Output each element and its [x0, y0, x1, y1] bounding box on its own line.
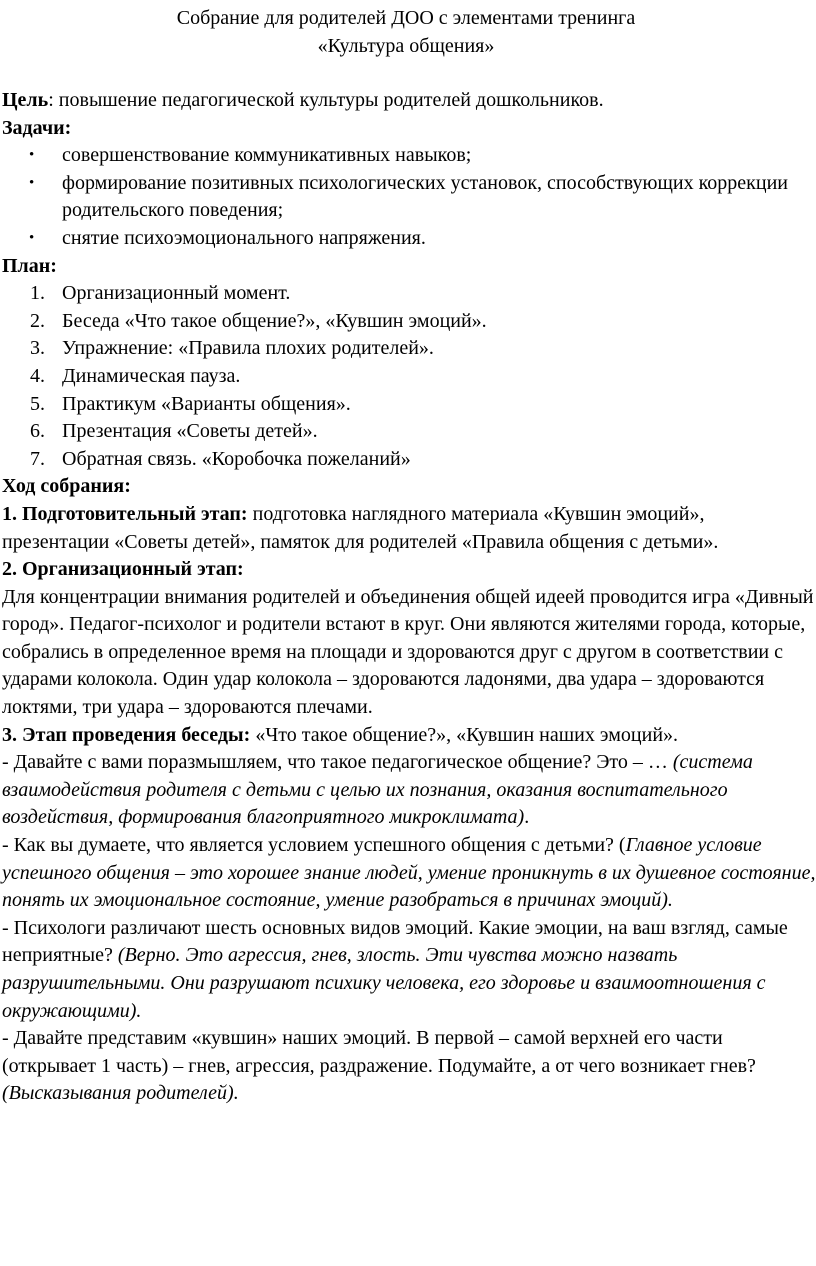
- list-item: • формирование позитивных психологических установок, способствующих коррекции родительского поведения;: [62, 170, 816, 225]
- question-2-answer: Главное условие успешного общения – это хорошее знание людей, умение проникнуть в их душевное состояние, понять их эмоциональное состояние, умение разобраться в причинах эмоций).: [2, 834, 816, 912]
- question-4-answer: (Высказывания родителей).: [2, 1082, 239, 1105]
- list-text: Упражнение: «Правила плохих родителей».: [62, 337, 434, 360]
- stage1-label: 1. Подготовительный этап:: [2, 502, 248, 525]
- plan-label: План:: [2, 254, 57, 277]
- list-item: [30, 335, 816, 363]
- tasks-list: [2, 142, 816, 252]
- stage2-heading: [2, 556, 816, 584]
- list-number: 2.: [30, 309, 45, 332]
- list-item: • совершенствование коммуникативных навыков;: [62, 142, 816, 170]
- question-1-tail: .: [524, 806, 530, 829]
- question-1-text: - Давайте с вами поразмышляем, что такое педагогическое общение? Это – …: [2, 751, 673, 774]
- list-text: Обратная связь. «Коробочка пожеланий»: [62, 447, 411, 470]
- course-heading: [2, 473, 816, 501]
- list-number: 6.: [30, 420, 45, 443]
- goal-text: : повышение педагогической культуры родителей дошкольников.: [48, 89, 604, 111]
- stage2-label: 2. Организационный этап:: [2, 558, 244, 581]
- stage3-text: «Что такое общение?», «Кувшин наших эмоций».: [250, 723, 679, 746]
- list-number: 3.: [30, 337, 45, 360]
- list-item: [30, 391, 816, 419]
- question-2-paragraph: [2, 832, 816, 915]
- list-item: [30, 308, 816, 336]
- question-2-text: - Как вы думаете, что является условием успешного общения с детьми? (: [2, 834, 626, 857]
- stage3-paragraph: [2, 722, 816, 750]
- list-item: [30, 418, 816, 446]
- question-3-paragraph: [2, 915, 816, 1025]
- list-number: 7.: [30, 447, 45, 470]
- course-label: Ход собрания:: [2, 475, 131, 498]
- list-item: [30, 363, 816, 391]
- list-text: Беседа «Что такое общение?», «Кувшин эмоций».: [62, 309, 487, 332]
- list-number: 4.: [30, 364, 45, 387]
- stage2-paragraph: Для концентрации внимания родителей и объединения общей идеей проводится игра «Дивный город». Педагог-психолог и родители встают в круг. Они являются жителями города, которые, собрались в определенное время на площади и здороваются друг с другом в соответствии с ударами колокола. Один удар колокола – здороваются ладонями, два удара – здороваются локтями, три удара – здороваются плечами.: [2, 585, 814, 719]
- tasks-label: Задачи:: [2, 116, 72, 139]
- question-3-text: - Психологи различают шесть основных видов эмоций. Какие эмоции, на ваш взгляд, самые неприятные?: [2, 916, 788, 967]
- list-number: 1.: [30, 282, 45, 305]
- stage1-text: подготовка наглядного материала «Кувшин эмоций», презентации «Советы детей», памяток для родителей «Правила общения с детьми».: [2, 502, 719, 553]
- document-title: [2, 4, 816, 60]
- title-line-1: Собрание для родителей ДОО с элементами тренинга: [176, 7, 636, 29]
- title-line-2: «Культура общения»: [317, 35, 495, 57]
- list-item: • снятие психоэмоционального напряжения.: [62, 225, 816, 253]
- question-3-answer: (Верно. Это агрессия, гнев, злость. Эти чувства можно назвать разрушительными. Они разрушают психику человека, его здоровье и взаимоотношения с окружающими).: [2, 944, 766, 1022]
- goal-paragraph: [2, 87, 816, 115]
- plan-list: [2, 280, 816, 473]
- question-4-text: - Давайте представим «кувшин» наших эмоций. В первой – самой верхней его части (открывает 1 часть) – гнев, агрессия, раздражение. Подумайте, а от чего возникает гнев?: [2, 1027, 756, 1077]
- list-item: [30, 446, 816, 474]
- list-number: 5.: [30, 392, 45, 415]
- goal-label: Цель: [2, 89, 49, 111]
- question-1-answer: (система взаимодействия родителя с детьми с целью их познания, оказания воспитательного воздействия, формирования благоприятного микроклимата): [2, 751, 753, 829]
- stage3-label: 3. Этап проведения беседы:: [2, 723, 251, 746]
- question-4-paragraph: [2, 1025, 816, 1108]
- plan-heading: [2, 253, 816, 281]
- question-1-paragraph: [2, 749, 816, 832]
- list-text: Практикум «Варианты общения».: [62, 392, 351, 415]
- list-item: [30, 280, 816, 308]
- stage1-paragraph: [2, 501, 816, 556]
- list-text: Динамическая пауза.: [62, 364, 241, 387]
- tasks-heading: [2, 115, 816, 143]
- list-text: Презентация «Советы детей».: [62, 420, 318, 443]
- list-text: Организационный момент.: [62, 282, 291, 305]
